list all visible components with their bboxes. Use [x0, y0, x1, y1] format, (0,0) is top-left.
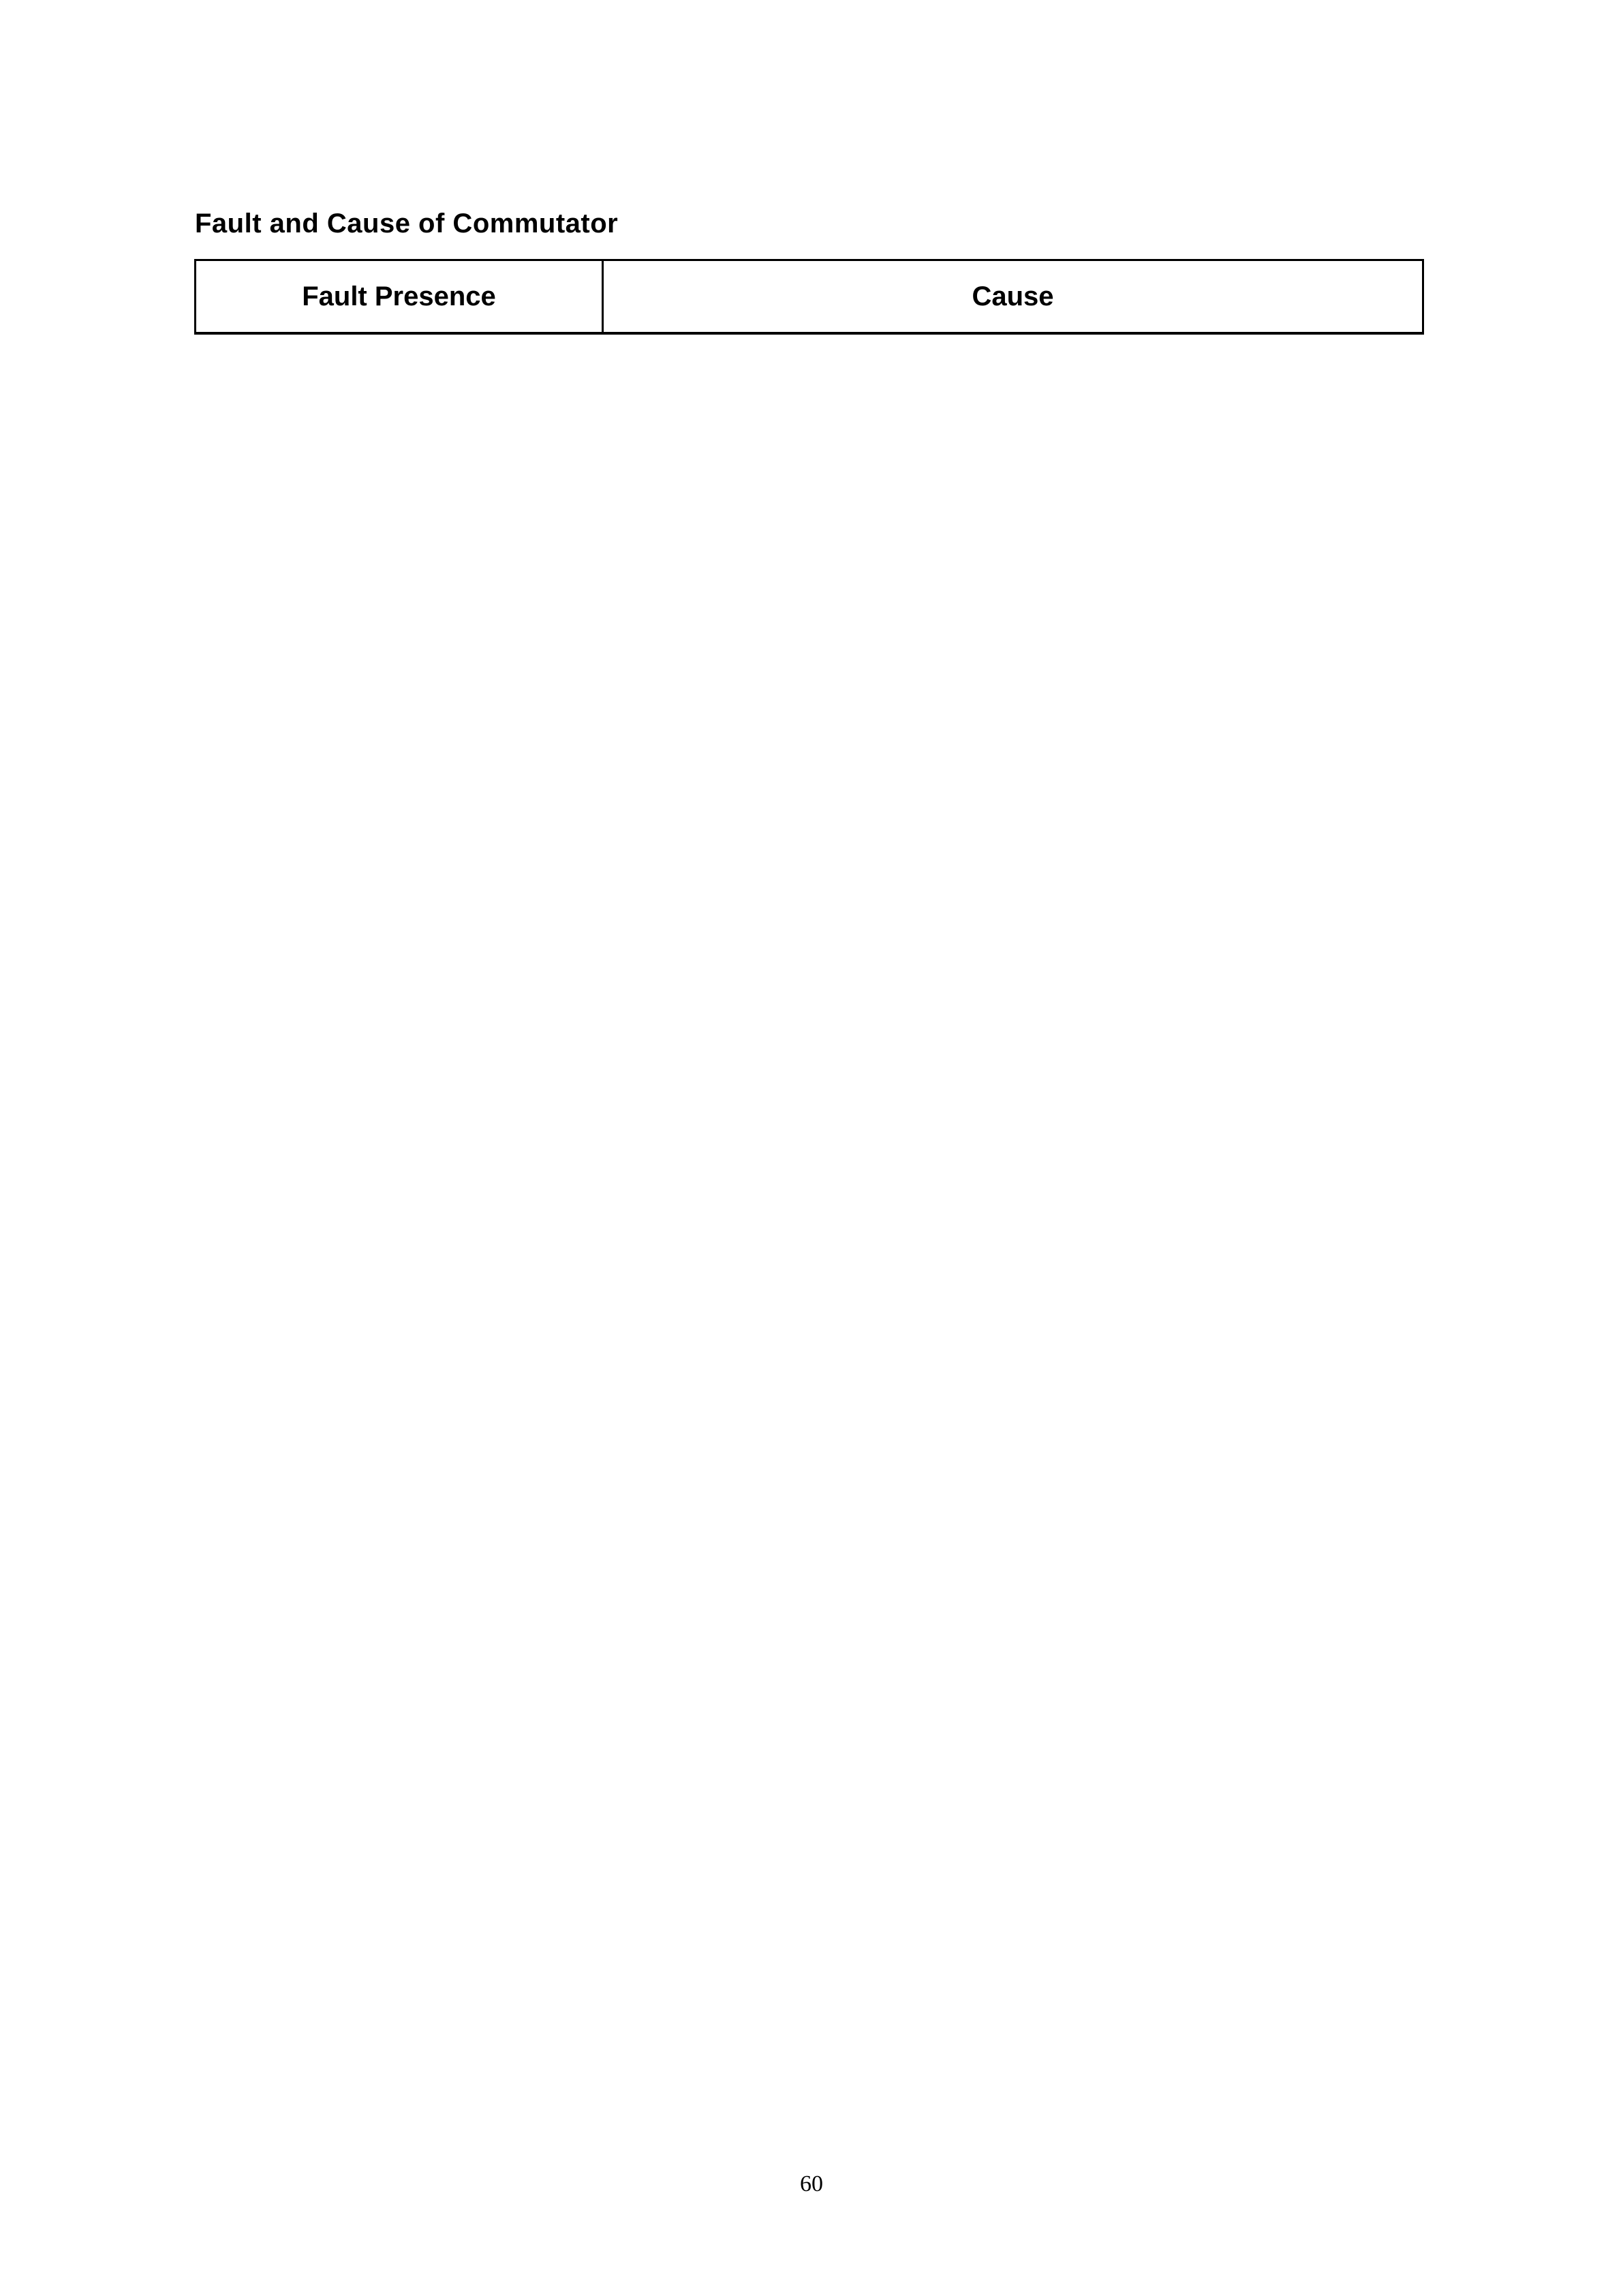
header-fault-presence: Fault Presence — [196, 260, 603, 334]
page-number: 60 — [800, 2171, 823, 2196]
fault-cause-table-container — [194, 259, 1424, 335]
fault-cause-table — [194, 259, 1424, 335]
table-header-row — [196, 260, 1423, 334]
page-title: Fault and Cause of Commutator — [195, 209, 619, 239]
header-cause: Cause — [603, 260, 1423, 334]
